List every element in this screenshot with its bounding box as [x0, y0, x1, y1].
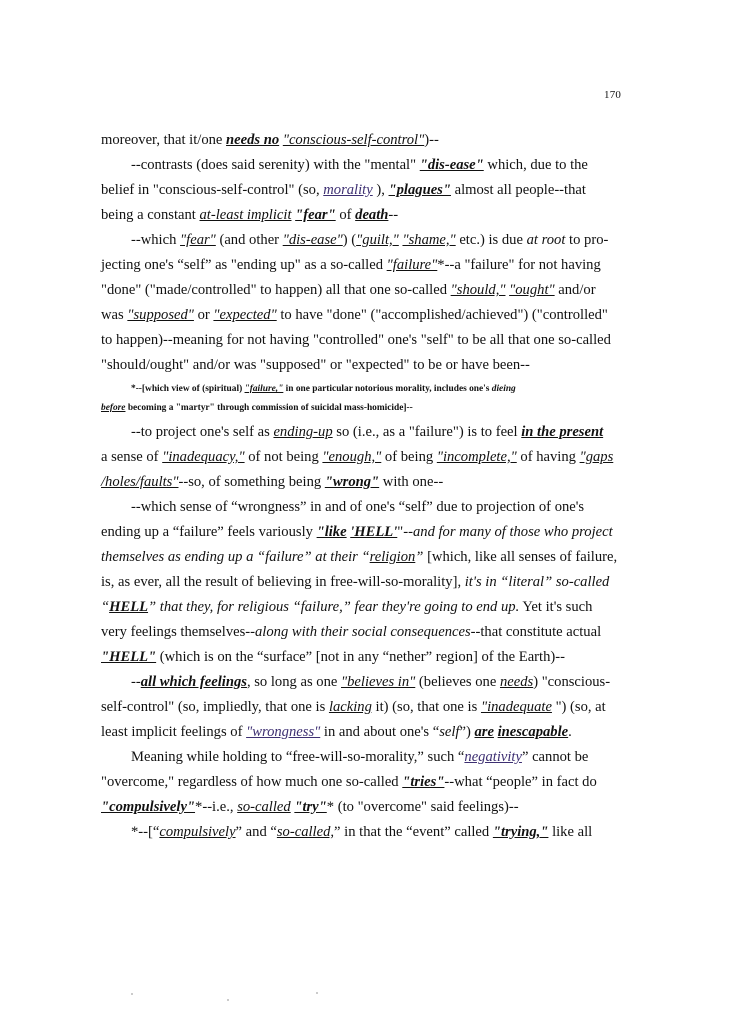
text-line	[101, 695, 621, 720]
text-segment: jecting one's “self” as "ending up" as a so-called	[101, 257, 387, 273]
text-segment: to happen)--meaning for not having "controlled" one's "self" to be all that one so-called	[101, 332, 611, 348]
text-segment: to have "done" ("accomplished/achieved") ("controlled"	[276, 307, 608, 323]
text-segment: of	[335, 207, 356, 223]
emphasized-term: "incomplete,"	[436, 449, 517, 465]
scan-speck	[131, 993, 133, 995]
emphasized-term: negativity	[464, 749, 522, 765]
text-segment: ” cannot be	[521, 749, 589, 765]
text-segment: ) (	[342, 232, 357, 248]
emphasized-term: "inadequacy,"	[162, 449, 245, 465]
text-segment: "--	[397, 524, 413, 540]
text-line	[101, 570, 621, 595]
emphasized-term: 'HELL'	[350, 524, 398, 540]
text-line	[101, 720, 621, 745]
emphasized-term: religion	[369, 549, 416, 565]
text-segment: being a constant	[101, 207, 200, 223]
text-line	[101, 495, 621, 520]
emphasized-term: "shame,"	[402, 232, 456, 248]
page-number: 170	[604, 89, 622, 101]
emphasized-term: all which feelings	[140, 674, 247, 690]
text-segment: *--[“	[131, 824, 160, 840]
text-line	[101, 203, 621, 228]
emphasized-term: before	[101, 403, 126, 413]
text-line	[101, 820, 621, 845]
text-segment: )--	[424, 132, 439, 148]
emphasized-term: "fear"	[295, 207, 336, 223]
text-segment: like all	[548, 824, 593, 840]
text-segment: which, due to the	[483, 157, 588, 173]
emphasized-term: death	[355, 207, 389, 223]
text-segment: of having	[516, 449, 580, 465]
text-segment: is, as ever, all the result of believing in free-will-so-morality],	[101, 574, 465, 590]
text-line	[101, 670, 621, 695]
emphasized-term: so-called	[237, 799, 291, 815]
text-segment: moreover, that it/one	[101, 132, 227, 148]
document-text	[101, 128, 621, 845]
text-segment: with one--	[379, 474, 444, 490]
footnote-line	[101, 380, 621, 399]
emphasized-term: "failure"	[386, 257, 438, 273]
text-line	[101, 278, 621, 303]
emphasized-term: needs no	[226, 132, 280, 148]
emphasized-term: at-least implicit	[199, 207, 292, 223]
emphasized-term: "should,"	[450, 282, 506, 298]
text-line	[101, 128, 621, 153]
text-segment: along with their social consequences	[255, 624, 471, 640]
text-segment: Yet it's such	[519, 599, 593, 615]
text-line	[101, 228, 621, 253]
text-segment: self-control" (so, impliedly, that one is	[101, 699, 329, 715]
emphasized-term: "wrongness"	[246, 724, 321, 740]
text-segment: ”)	[459, 724, 475, 740]
text-segment: ” and “	[235, 824, 277, 840]
emphasized-term: /holes/faults"	[101, 474, 179, 490]
text-segment: in and about one's “	[320, 724, 440, 740]
text-line	[101, 253, 621, 278]
text-segment: least implicit feelings of	[101, 724, 247, 740]
text-line	[101, 470, 621, 495]
emphasized-term: "gaps	[579, 449, 614, 465]
text-segment: ” that they, for religious “failure,” fear they're going to end up.	[148, 599, 520, 615]
emphasized-term: morality	[323, 182, 373, 198]
text-segment: a sense of	[101, 449, 163, 465]
text-segment: was	[101, 307, 128, 323]
emphasized-term: "believes in"	[341, 674, 416, 690]
text-segment: it's in “literal” so-called	[464, 574, 610, 590]
emphasized-term: "like	[316, 524, 347, 540]
text-segment: ending up a “failure” feels variously	[101, 524, 317, 540]
text-segment: becoming a "martyr" through commission of suicidal mass-homicide]--	[125, 403, 413, 413]
emphasized-term: "dis-ease"	[419, 157, 484, 173]
text-line	[101, 595, 621, 620]
emphasized-term: ending-up	[273, 424, 333, 440]
text-line	[101, 178, 621, 203]
emphasized-term: "tries"	[402, 774, 445, 790]
emphasized-term: "enough,"	[322, 449, 382, 465]
emphasized-term: "try"	[294, 799, 327, 815]
emphasized-term: HELL	[109, 599, 149, 615]
text-segment: Meaning while holding to “free-will-so-morality,” such “	[131, 749, 465, 765]
text-line	[101, 445, 621, 470]
emphasized-term: "trying,"	[492, 824, 549, 840]
text-segment: of not being	[244, 449, 323, 465]
emphasized-term: "ought"	[509, 282, 555, 298]
text-segment: --which sense of “wrongness” in and of one's “self” due to projection of one's	[131, 499, 585, 515]
text-segment: --so, of something being	[178, 474, 325, 490]
text-segment: *--i.e.,	[195, 799, 238, 815]
text-segment: .	[568, 724, 572, 740]
text-segment: ) "conscious-	[533, 674, 611, 690]
emphasized-term: "fear"	[180, 232, 216, 248]
emphasized-term: in the present	[521, 424, 604, 440]
text-line	[101, 303, 621, 328]
text-segment: ” in that the “event” called	[334, 824, 493, 840]
text-line	[101, 645, 621, 670]
emphasized-term: "failure,"	[244, 384, 284, 394]
text-segment: "overcome," regardless of how much one so-called	[101, 774, 403, 790]
text-line	[101, 770, 621, 795]
text-segment: "should/ought" and/or was "supposed" or "expected" to be or have been--	[101, 357, 530, 373]
text-segment: self	[439, 724, 460, 740]
text-segment: dieing	[491, 384, 516, 394]
text-segment: ),	[372, 182, 389, 198]
text-segment: [which, like all senses of failure,	[423, 549, 618, 565]
text-segment: *--[which view of (spiritual)	[131, 384, 245, 394]
text-segment: “	[101, 599, 110, 615]
emphasized-term: "HELL"	[101, 649, 157, 665]
emphasized-term: "compulsively"	[101, 799, 196, 815]
text-line	[101, 795, 621, 820]
emphasized-term: "plagues"	[388, 182, 451, 198]
emphasized-term: needs	[499, 674, 534, 690]
text-segment: belief in "conscious-self-control" (so,	[101, 182, 324, 198]
text-segment: etc.) is due	[455, 232, 527, 248]
text-segment: , so long as one	[246, 674, 341, 690]
footnote-line	[101, 399, 621, 418]
text-segment: --which	[131, 232, 181, 248]
emphasized-term: are	[474, 724, 494, 740]
text-segment: (and other	[215, 232, 283, 248]
text-segment: "done" ("made/controlled" to happen) all that one so-called	[101, 282, 451, 298]
text-segment: of being	[381, 449, 437, 465]
text-segment: --contrasts (does said serenity) with the "mental"	[131, 157, 420, 173]
text-segment: themselves as ending up a “failure” at their “	[101, 549, 370, 565]
text-segment: in one particular notorious morality, includes one's	[283, 384, 492, 394]
text-line	[101, 328, 621, 353]
text-segment: --	[388, 207, 399, 223]
text-segment: --what “people” in fact do	[444, 774, 597, 790]
text-line	[101, 153, 621, 178]
text-segment: and for many of those who project	[412, 524, 613, 540]
text-segment: and/or	[554, 282, 596, 298]
text-line	[101, 353, 621, 378]
text-segment: at root	[526, 232, 566, 248]
scan-speck	[227, 999, 229, 1001]
text-line	[101, 520, 621, 545]
text-line	[101, 745, 621, 770]
text-segment: --that constitute actual	[470, 624, 602, 640]
text-line	[101, 545, 621, 570]
text-segment: --to project one's self as	[131, 424, 274, 440]
text-segment: almost all people--that	[450, 182, 586, 198]
emphasized-term: so-called,	[276, 824, 335, 840]
text-segment: it) (so, that one is	[371, 699, 481, 715]
emphasized-term: "expected"	[213, 307, 277, 323]
text-segment: *--a "failure" for not having	[437, 257, 601, 273]
emphasized-term: "supposed"	[127, 307, 194, 323]
text-line	[101, 420, 621, 445]
text-segment: or	[193, 307, 214, 323]
emphasized-term: inescapable	[497, 724, 569, 740]
text-segment: * (to "overcome" said feelings)--	[326, 799, 519, 815]
emphasized-term: "conscious-self-control"	[282, 132, 425, 148]
emphasized-term: lacking	[328, 699, 372, 715]
scan-speck	[316, 992, 318, 994]
emphasized-term: "guilt,"	[356, 232, 399, 248]
text-segment: very feelings themselves--	[101, 624, 255, 640]
text-segment: (believes one	[415, 674, 500, 690]
text-segment: to pro-	[565, 232, 609, 248]
text-segment: --	[131, 674, 141, 690]
text-segment: ”	[415, 549, 424, 565]
text-segment: ") (so, at	[551, 699, 606, 715]
text-segment: (which is on the “surface” [not in any “nether” region] of the Earth)--	[156, 649, 565, 665]
emphasized-term: "inadequate	[480, 699, 552, 715]
emphasized-term: "wrong"	[324, 474, 380, 490]
text-line	[101, 620, 621, 645]
text-segment: so (i.e., as a "failure") is to feel	[332, 424, 522, 440]
emphasized-term: compulsively	[159, 824, 236, 840]
footnote	[101, 380, 621, 418]
emphasized-term: "dis-ease"	[282, 232, 343, 248]
